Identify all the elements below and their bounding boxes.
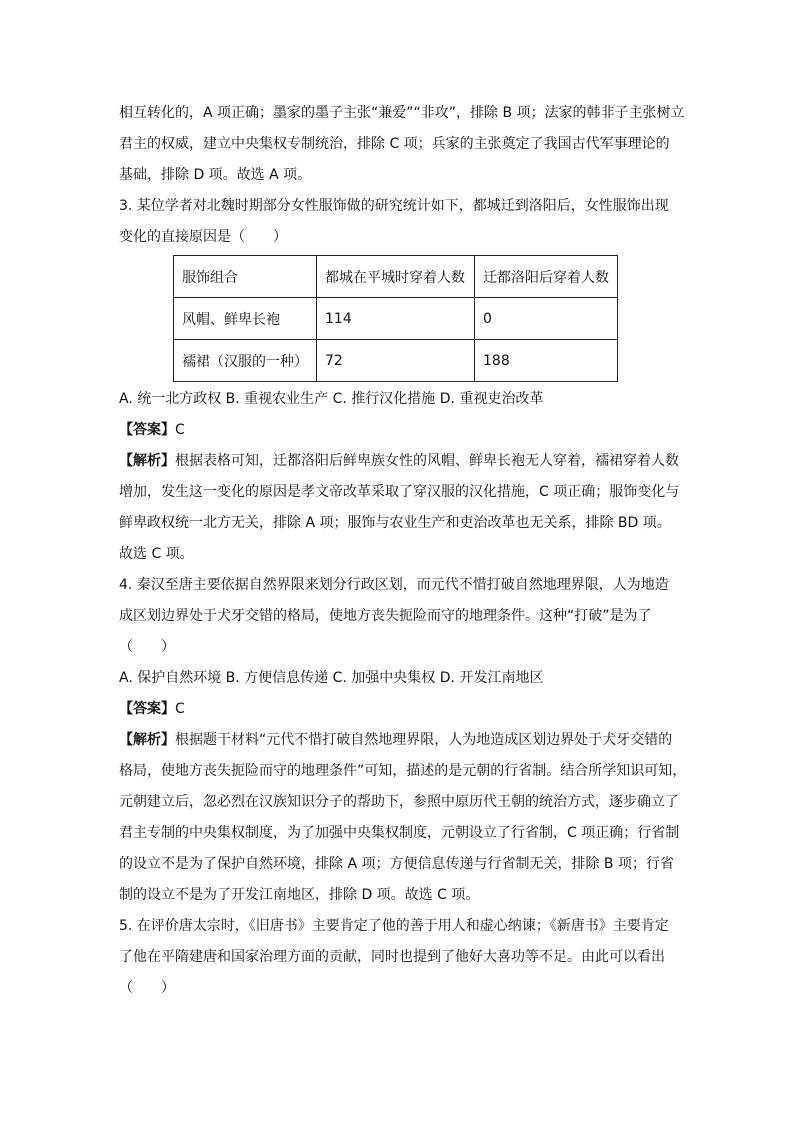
table-header-cell: 都城在平城时穿着人数 bbox=[317, 256, 475, 298]
analysis-text: 鲜卑政权统一北方无关，排除 A 项；服饰与农业生产和吏治改革也无关系，排除 BD 项。 bbox=[119, 515, 671, 531]
table-header-cell: 服饰组合 bbox=[174, 256, 317, 298]
table-cell: 0 bbox=[475, 298, 618, 340]
text-line: 相互转化的，A 项正确；墨家的墨子主张“兼爱”“非攻”，排除 B 项；法家的韩非子主张树立 bbox=[119, 105, 685, 121]
analysis-line bbox=[119, 446, 679, 477]
text-line: 基础，排除 D 项。故选 A 项。 bbox=[119, 167, 312, 183]
answer-value: C bbox=[175, 701, 185, 717]
table-cell: 72 bbox=[317, 340, 475, 382]
analysis-text: 君主专制的中央集权制度，为了加强中央集权制度，元朝设立了行省制，C 项正确；行省制 bbox=[119, 825, 680, 841]
document-content bbox=[119, 98, 687, 1004]
answer-label: 【答案】 bbox=[119, 701, 175, 717]
analysis-text: 根据表格可知，迁都洛阳后鲜卑族女性的风帽、鲜卑长袍无人穿着，襦裙穿着人数 bbox=[175, 453, 679, 469]
question-3 bbox=[119, 191, 679, 570]
question-stem: （ ） bbox=[119, 980, 175, 996]
table-cell: 襦裙（汉服的一种） bbox=[174, 340, 317, 382]
question-stem: 5. 在评价唐太宗时，《旧唐书》主要肯定了他的善于用人和虚心纳谏；《新唐书》主要肯定 bbox=[119, 918, 669, 934]
question-stem: 变化的直接原因是（ ） bbox=[119, 229, 287, 245]
analysis-label: 【解析】 bbox=[119, 453, 175, 469]
answer-label: 【答案】 bbox=[119, 422, 175, 438]
analysis-text: 格局，使地方丧失扼险而守的地理条件”可知，描述的是元朝的行省制。结合所学知识可知， bbox=[119, 763, 687, 779]
table-cell: 风帽、鲜卑长袍 bbox=[174, 298, 317, 340]
question-stem: 了他在平隋建唐和国家治理方面的贡献，同时也提到了他好大喜功等不足。由此可以看出 bbox=[119, 949, 665, 965]
table-row bbox=[174, 340, 618, 382]
table-row bbox=[174, 298, 618, 340]
analysis-text: 制的设立不是为了开发江南地区，排除 D 项。故选 C 项。 bbox=[119, 887, 480, 903]
analysis-text: 故选 C 项。 bbox=[119, 546, 194, 562]
analysis-text: 增加，发生这一变化的原因是孝文帝改革采取了穿汉服的汉化措施，C 项正确；服饰变化与 bbox=[119, 484, 680, 500]
analysis-line bbox=[119, 725, 679, 756]
question-stem: 3. 某位学者对北魏时期部分女性服饰做的研究统计如下，都城迁到洛阳后，女性服饰出现 bbox=[119, 198, 669, 214]
analysis-label: 【解析】 bbox=[119, 732, 175, 748]
answer-line bbox=[119, 694, 679, 725]
table-header-row bbox=[174, 256, 618, 298]
table-cell: 114 bbox=[317, 298, 475, 340]
table-header-cell: 迁都洛阳后穿着人数 bbox=[475, 256, 618, 298]
question-5 bbox=[119, 911, 679, 1004]
answer-options: A. 保护自然环境 B. 方便信息传递 C. 加强中央集权 D. 开发江南地区 bbox=[119, 670, 544, 686]
analysis-text: 元朝建立后，忽必烈在汉族知识分子的帮助下，参照中原历代王朝的统治方式，逐步确立了 bbox=[119, 794, 679, 810]
question-4 bbox=[119, 570, 687, 911]
analysis-text: 的设立不是为了保护自然环境，排除 A 项；方便信息传递与行省制无关，排除 B 项；行省 bbox=[119, 856, 674, 872]
answer-options: A. 统一北方政权 B. 重视农业生产 C. 推行汉化措施 D. 重视吏治改革 bbox=[119, 391, 544, 407]
question-stem: 4. 秦汉至唐主要依据自然界限来划分行政区划，而元代不惜打破自然地理界限，人为地造 bbox=[119, 577, 669, 593]
analysis-text: 根据题干材料“元代不惜打破自然地理界限，人为地造成区划边界处于犬牙交错的 bbox=[175, 732, 673, 748]
question-stem: （ ） bbox=[119, 639, 175, 655]
question-stem: 成区划边界处于犬牙交错的格局，使地方丧失扼险而守的地理条件。这种“打破”是为了 bbox=[119, 608, 652, 624]
answer-value: C bbox=[175, 422, 185, 438]
answer-line bbox=[119, 415, 679, 446]
text-line: 君主的权威，建立中央集权专制统治，排除 C 项；兵家的主张奠定了我国古代军事理论的 bbox=[119, 136, 670, 152]
statistics-table bbox=[173, 255, 618, 382]
table-cell: 188 bbox=[475, 340, 618, 382]
